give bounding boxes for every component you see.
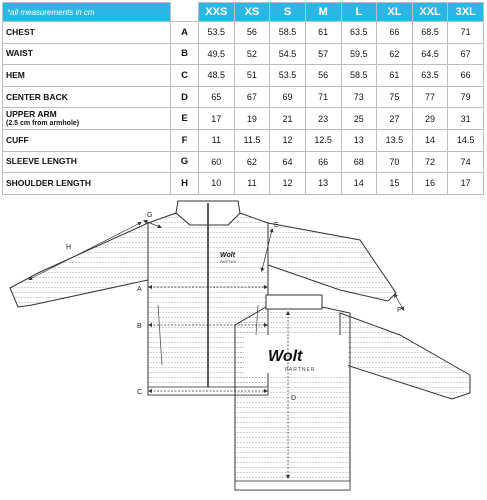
- measurement-value: 52: [234, 43, 270, 65]
- front-left-sleeve: [10, 223, 148, 307]
- measurement-value: 70: [377, 151, 413, 173]
- measurement-value: 62: [234, 151, 270, 173]
- measurement-value: 71: [305, 86, 341, 108]
- size-chart-table: [2, 2, 484, 195]
- measurement-value: 25: [341, 108, 377, 130]
- measurement-value: 15: [377, 173, 413, 195]
- measurement-value: 11: [199, 129, 235, 151]
- measurement-value: 61: [305, 22, 341, 44]
- measurement-name: [3, 173, 171, 195]
- measurement-letter: D: [171, 86, 199, 108]
- front-logo: Wolt: [220, 252, 236, 259]
- measurement-value: 56: [234, 22, 270, 44]
- size-header: XXS: [199, 3, 235, 22]
- measurement-name: [3, 86, 171, 108]
- measurement-value: 14: [341, 173, 377, 195]
- marker-h: H: [66, 244, 72, 251]
- jacket-diagram: [0, 195, 487, 500]
- size-header: 3XL: [448, 3, 484, 22]
- marker-e: E: [274, 222, 279, 229]
- measurement-value: 57: [305, 43, 341, 65]
- measurement-name: [3, 129, 171, 151]
- back-right-sleeve: [340, 313, 470, 399]
- measurement-value: 31: [448, 108, 484, 130]
- back-logo-sub: PARTNER: [285, 367, 316, 373]
- back-jacket: [235, 295, 470, 490]
- measurement-value: 68.5: [412, 22, 448, 44]
- measurement-value: 58.5: [270, 22, 306, 44]
- measurement-value: 58.5: [341, 65, 377, 87]
- measurement-name-text: SHOULDER LENGTH: [6, 177, 91, 188]
- measurement-name: [3, 151, 171, 173]
- measurement-value: 59.5: [341, 43, 377, 65]
- measurement-value: 48.5: [199, 65, 235, 87]
- measurement-value: 65: [199, 86, 235, 108]
- measurement-value: 60: [199, 151, 235, 173]
- size-header: L: [341, 3, 377, 22]
- front-right-sleeve: [268, 223, 396, 301]
- measurement-value: 13.5: [377, 129, 413, 151]
- front-logo-sub: PARTNER: [220, 260, 237, 264]
- measurement-value: 64: [270, 151, 306, 173]
- measurement-value: 53.5: [270, 65, 306, 87]
- measurement-letter: B: [171, 43, 199, 65]
- measurement-value: 67: [448, 43, 484, 65]
- measurement-value: 12: [270, 129, 306, 151]
- measurement-value: 71: [448, 22, 484, 44]
- measurement-row: [3, 22, 484, 44]
- measurement-subnote: (2.5 cm from armhole): [6, 119, 80, 127]
- measurement-value: 51: [234, 65, 270, 87]
- measurement-value: 63.5: [412, 65, 448, 87]
- measurement-value: 74: [448, 151, 484, 173]
- measurement-name-text: UPPER ARM: [6, 108, 57, 119]
- measurement-row: [3, 65, 484, 87]
- measurement-value: 14.5: [448, 129, 484, 151]
- measurement-value: 68: [341, 151, 377, 173]
- measurement-row: [3, 129, 484, 151]
- measurement-value: 17: [199, 108, 235, 130]
- measurement-letter: H: [171, 173, 199, 195]
- measurement-name-text: WAIST: [6, 48, 33, 59]
- measurement-name-text: CUFF: [6, 134, 29, 145]
- marker-a: A: [137, 286, 142, 293]
- measurement-value: 79: [448, 86, 484, 108]
- measurement-value: 11: [234, 173, 270, 195]
- measurement-value: 64.5: [412, 43, 448, 65]
- measurement-row: [3, 173, 484, 195]
- measurement-letter: E: [171, 108, 199, 130]
- measurement-value: 11.5: [234, 129, 270, 151]
- measurement-name-text: HEM: [6, 69, 25, 80]
- marker-f: F: [397, 307, 402, 314]
- measurement-value: 72: [412, 151, 448, 173]
- measurement-value: 13: [305, 173, 341, 195]
- measurement-value: 69: [270, 86, 306, 108]
- measurement-value: 66: [305, 151, 341, 173]
- measurement-name: [3, 108, 171, 130]
- measurement-value: 53.5: [199, 22, 235, 44]
- size-header-row: [3, 3, 484, 22]
- size-header: S: [270, 3, 306, 22]
- measurement-value: 73: [341, 86, 377, 108]
- measurement-row: [3, 43, 484, 65]
- measurement-value: 54.5: [270, 43, 306, 65]
- size-header: XS: [234, 3, 270, 22]
- measurement-value: 17: [448, 173, 484, 195]
- measurement-name: [3, 65, 171, 87]
- marker-b: B: [137, 323, 142, 330]
- measurement-value: 67: [234, 86, 270, 108]
- measurement-value: 12.5: [305, 129, 341, 151]
- measurement-value: 29: [412, 108, 448, 130]
- measurement-value: 56: [305, 65, 341, 87]
- measurement-letter: F: [171, 129, 199, 151]
- measurement-name: [3, 22, 171, 44]
- marker-d: D: [291, 395, 297, 402]
- measurement-row: [3, 86, 484, 108]
- measurement-value: 66: [448, 65, 484, 87]
- measurement-row: [3, 108, 484, 130]
- measurement-value: 75: [377, 86, 413, 108]
- measurement-value: 62: [377, 43, 413, 65]
- size-header: XL: [377, 3, 413, 22]
- measurement-value: 14: [412, 129, 448, 151]
- measurement-row: [3, 151, 484, 173]
- measurement-name-text: CHEST: [6, 26, 35, 37]
- measurement-name-text: CENTER BACK: [6, 91, 68, 102]
- measurement-value: 21: [270, 108, 306, 130]
- size-header: M: [305, 3, 341, 22]
- measurement-value: 49.5: [199, 43, 235, 65]
- measurement-value: 66: [377, 22, 413, 44]
- size-header: XXL: [412, 3, 448, 22]
- measurement-name: [3, 43, 171, 65]
- measurement-value: 10: [199, 173, 235, 195]
- measurement-value: 23: [305, 108, 341, 130]
- measurement-value: 63.5: [341, 22, 377, 44]
- measurement-letter: C: [171, 65, 199, 87]
- measurement-name-text: SLEEVE LENGTH: [6, 156, 77, 167]
- measurement-value: 12: [270, 173, 306, 195]
- measurement-value: 19: [234, 108, 270, 130]
- measurement-value: 16: [412, 173, 448, 195]
- marker-g: G: [147, 212, 153, 219]
- measurement-note: *all measurements in cm: [3, 3, 171, 22]
- measurement-value: 13: [341, 129, 377, 151]
- back-logo: Wolt: [268, 348, 303, 365]
- measurement-value: 27: [377, 108, 413, 130]
- measurement-value: 61: [377, 65, 413, 87]
- measurement-letter: G: [171, 151, 199, 173]
- letter-header: [171, 3, 199, 22]
- measurement-letter: A: [171, 22, 199, 44]
- marker-c: C: [137, 389, 143, 396]
- measurement-value: 77: [412, 86, 448, 108]
